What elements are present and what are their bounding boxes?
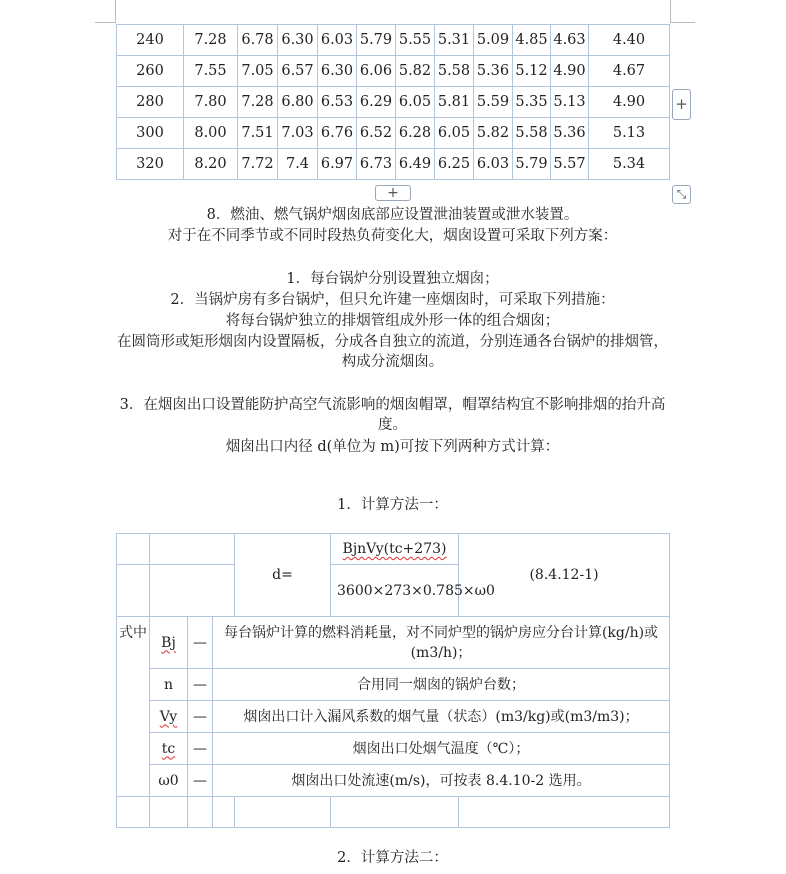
table-cell: 7.4 — [278, 149, 318, 180]
paragraph-8: 8．燃油、燃气锅炉烟囱底部应设置泄油装置或泄水装置。 — [206, 207, 579, 223]
table-cell: 5.12 — [513, 56, 551, 87]
table-cell: 7.51 — [238, 118, 278, 149]
formula-cell-empty — [331, 797, 459, 828]
formula-table — [116, 533, 670, 828]
table-cell: 6.76 — [318, 118, 357, 149]
table-cell: 6.25 — [435, 149, 474, 180]
table-row-header-cell: 260 — [117, 56, 184, 87]
table-row — [117, 87, 670, 118]
formula-cell-empty — [188, 797, 213, 828]
table-cell: 7.28 — [238, 87, 278, 118]
table-cell: 6.73 — [357, 149, 396, 180]
table-row-header-cell: 320 — [117, 149, 184, 180]
table-row-header-cell: 300 — [117, 118, 184, 149]
formula-cell-empty — [117, 797, 150, 828]
var-symbol: n — [150, 669, 188, 701]
var-symbol: Vy — [150, 701, 188, 733]
table-cell: 7.72 — [238, 149, 278, 180]
table-cell: 5.35 — [513, 87, 551, 118]
method-1-heading: 1．计算方法一： — [337, 497, 448, 513]
table-cell: 4.67 — [589, 56, 670, 87]
formula-cell-empty — [213, 797, 235, 828]
table-cell: 6.49 — [396, 149, 435, 180]
table-cell: 6.57 — [278, 56, 318, 87]
where-label: 式中 — [117, 617, 150, 797]
table-cell: 6.03 — [474, 149, 513, 180]
table-cell: 6.30 — [318, 56, 357, 87]
paragraph-2a: 将每台锅炉独立的排烟管组成外形一体的组合烟囱； — [225, 313, 560, 329]
table-cell: 5.13 — [589, 118, 670, 149]
var-description: 每台锅炉计算的燃料消耗量，对不同炉型的锅炉房应分台计算(kg/h)或(m3/h)； — [213, 617, 670, 669]
formula-denominator: 3600×273×0.785×ω0 — [331, 565, 459, 617]
var-dash: — — [188, 701, 213, 733]
add-column-button[interactable]: + — [672, 89, 691, 120]
table-cell: 6.52 — [357, 118, 396, 149]
table-cell: 6.97 — [318, 149, 357, 180]
paragraph-1: 1．每台锅炉分别设置独立烟囱； — [286, 271, 499, 287]
table-cell: 8.20 — [184, 149, 238, 180]
var-symbol: ω0 — [150, 765, 188, 797]
var-symbol: tc — [150, 733, 188, 765]
table-cell: 7.28 — [184, 25, 238, 56]
table-cell: 5.81 — [435, 87, 474, 118]
paragraph-3: 3．在烟囱出口设置能防护高空气流影响的烟囱帽罩，帽罩结构宜不影响排烟的抬升高度。 — [119, 397, 666, 433]
table-cell: 5.31 — [435, 25, 474, 56]
table-cell: 6.05 — [396, 87, 435, 118]
formula-cell-empty — [150, 534, 235, 565]
var-description: 烟囱出口计入漏风系数的烟气量（状态）(m3/kg)或(m3/m3)； — [213, 701, 670, 733]
table-row-header-cell: 240 — [117, 25, 184, 56]
table-cell: 5.58 — [435, 56, 474, 87]
table-cell: 5.36 — [551, 118, 589, 149]
table-row — [117, 149, 670, 180]
table-cell: 4.90 — [589, 87, 670, 118]
table-cell: 4.40 — [589, 25, 670, 56]
table-cell: 5.34 — [589, 149, 670, 180]
formula-numerator: BjnVy(tc+273) — [331, 534, 459, 565]
formula-cell-empty — [117, 565, 150, 617]
table-cell: 5.55 — [396, 25, 435, 56]
method-2-heading: 2．计算方法二： — [337, 850, 448, 866]
formula-d-label: d= — [235, 534, 331, 617]
paragraph-intro: 对于在不同季节或不同时段热负荷变化大，烟囱设置可采取下列方案： — [167, 228, 618, 244]
table-cell: 5.79 — [357, 25, 396, 56]
table-cell: 6.28 — [396, 118, 435, 149]
table-cell: 6.05 — [435, 118, 474, 149]
table-cell: 6.80 — [278, 87, 318, 118]
table-cell: 6.53 — [318, 87, 357, 118]
formula-cell-empty — [150, 797, 188, 828]
paragraph-2b: 在圆筒形或矩形烟囱内设置隔板，分成各自独立的流道，分别连通各台锅炉的排烟管，构成分流烟囱。 — [117, 334, 668, 370]
table-cell: 7.03 — [278, 118, 318, 149]
paragraph-2: 2．当锅炉房有多台锅炉，但只允许建一座烟囱时，可采取下列措施： — [170, 292, 615, 308]
var-dash: — — [188, 617, 213, 669]
table-cell: 6.06 — [357, 56, 396, 87]
table-cell: 4.63 — [551, 25, 589, 56]
table-cell: 6.30 — [278, 25, 318, 56]
table-cell: 5.58 — [513, 118, 551, 149]
var-dash: — — [188, 765, 213, 797]
table-cell: 4.85 — [513, 25, 551, 56]
formula-cell-empty — [150, 565, 235, 617]
var-description: 合用同一烟囱的锅炉台数； — [213, 669, 670, 701]
paragraph-calc: 烟囱出口内径 d(单位为 m)可按下列两种方式计算： — [225, 439, 560, 455]
formula-equation-number: (8.4.12-1) — [459, 534, 670, 617]
table-cell: 6.03 — [318, 25, 357, 56]
table-cell: 8.00 — [184, 118, 238, 149]
table-cell: 7.55 — [184, 56, 238, 87]
table-cell: 5.82 — [474, 118, 513, 149]
flue-velocity-table — [116, 24, 670, 180]
table-cell: 4.90 — [551, 56, 589, 87]
table-resize-handle[interactable]: ⤡ — [672, 185, 691, 204]
var-dash: — — [188, 733, 213, 765]
table-cell: 6.78 — [238, 25, 278, 56]
formula-cell-empty — [235, 797, 331, 828]
add-row-button[interactable]: + — [375, 185, 411, 201]
table-cell: 5.82 — [396, 56, 435, 87]
table-row-header-cell: 280 — [117, 87, 184, 118]
table-cell: 5.79 — [513, 149, 551, 180]
crop-mark-left — [95, 0, 116, 23]
table-row — [117, 118, 670, 149]
table-cell: 5.36 — [474, 56, 513, 87]
table-cell: 5.09 — [474, 25, 513, 56]
var-dash: — — [188, 669, 213, 701]
table-cell: 5.13 — [551, 87, 589, 118]
table-row — [117, 56, 670, 87]
var-symbol: Bj — [150, 617, 188, 669]
table-cell: 7.05 — [238, 56, 278, 87]
formula-cell-empty — [459, 797, 670, 828]
var-description: 烟囱出口处流速(m/s)，可按表 8.4.10-2 选用。 — [213, 765, 670, 797]
table-cell: 5.57 — [551, 149, 589, 180]
table-cell: 7.80 — [184, 87, 238, 118]
table-row — [117, 25, 670, 56]
crop-mark-right — [670, 0, 695, 23]
var-description: 烟囱出口处烟气温度（℃）； — [213, 733, 670, 765]
table-cell: 6.29 — [357, 87, 396, 118]
table-cell: 5.59 — [474, 87, 513, 118]
formula-cell-empty — [117, 534, 150, 565]
